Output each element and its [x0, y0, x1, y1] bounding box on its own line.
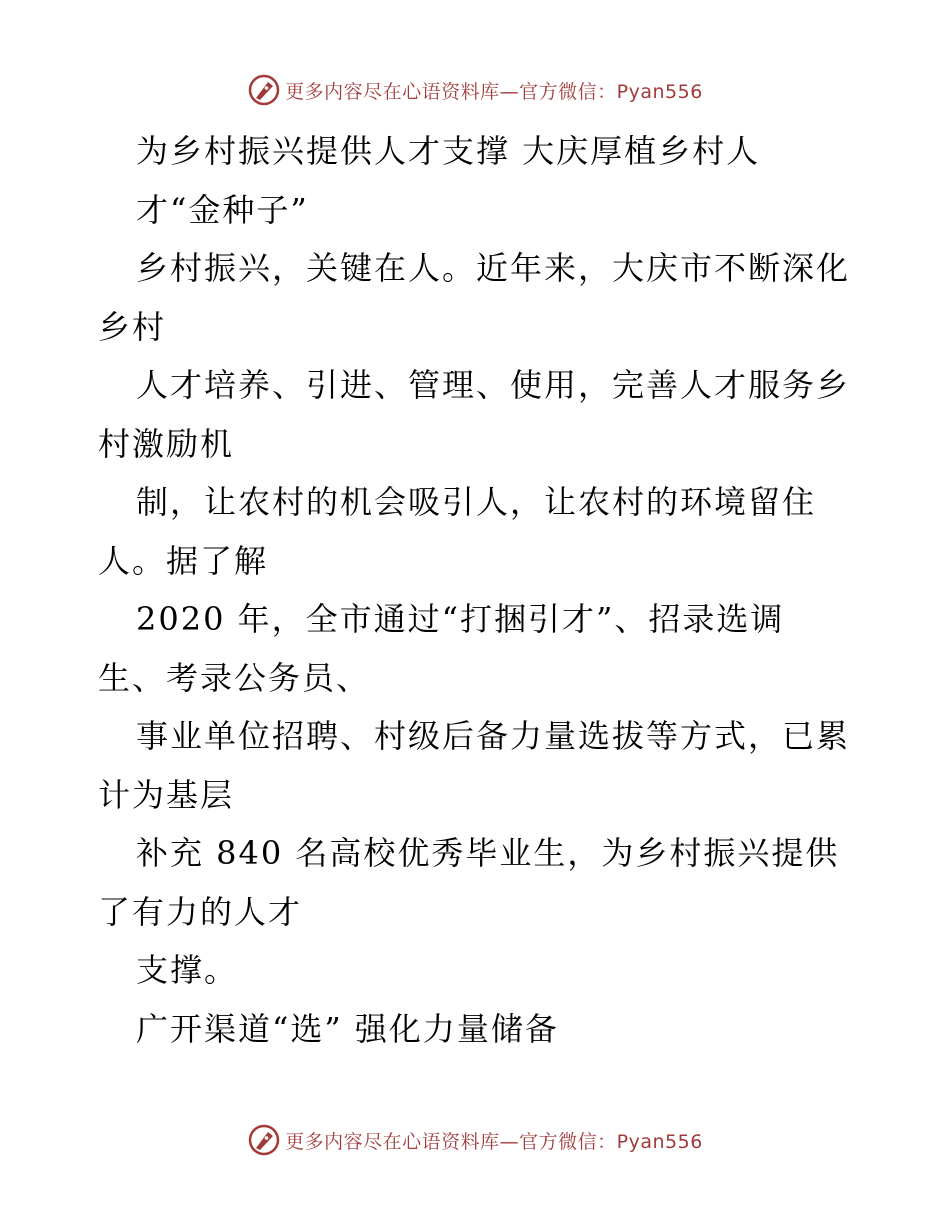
pen-nib-logo-icon	[247, 73, 281, 107]
text-line: 计为基层	[98, 775, 235, 814]
watermark-header	[0, 70, 950, 110]
document-body	[98, 122, 858, 1058]
watermark-footer	[0, 1120, 950, 1160]
pen-nib-logo-icon	[247, 1123, 281, 1157]
text-line: 乡村振兴，关键在人。近年来，大庆市不断深化	[136, 249, 851, 287]
text-line: 了有力的人才	[98, 892, 303, 931]
text-line: 事业单位招聘、村级后备力量选拔等方式，已累	[136, 717, 851, 755]
text-line: 广开渠道“选” 强化力量储备	[136, 1009, 559, 1048]
text-line: 制，让农村的机会吸引人，让农村的环境留住	[136, 483, 817, 521]
watermark-text: 更多内容尽在心语资料库—官方微信：Pyan556	[285, 80, 703, 103]
text-line: 2020 年，全市通过“打捆引才”、招录选调	[136, 600, 785, 638]
text-line: 生、考录公务员、	[98, 658, 371, 697]
text-line: 人。据了解	[98, 541, 269, 580]
text-line: 支撑。	[136, 951, 239, 989]
text-line: 为乡村振兴提供人才支撑 大庆厚植乡村人	[136, 132, 761, 170]
text-line: 人才培养、引进、管理、使用，完善人才服务乡	[136, 366, 851, 404]
text-line: 村激励机	[98, 424, 235, 463]
text-line: 乡村	[98, 307, 167, 346]
text-line: 才“金种子”	[136, 190, 309, 229]
watermark-text: 更多内容尽在心语资料库—官方微信：Pyan556	[285, 1130, 703, 1153]
text-line: 补充 840 名高校优秀毕业生，为乡村振兴提供	[136, 834, 840, 872]
